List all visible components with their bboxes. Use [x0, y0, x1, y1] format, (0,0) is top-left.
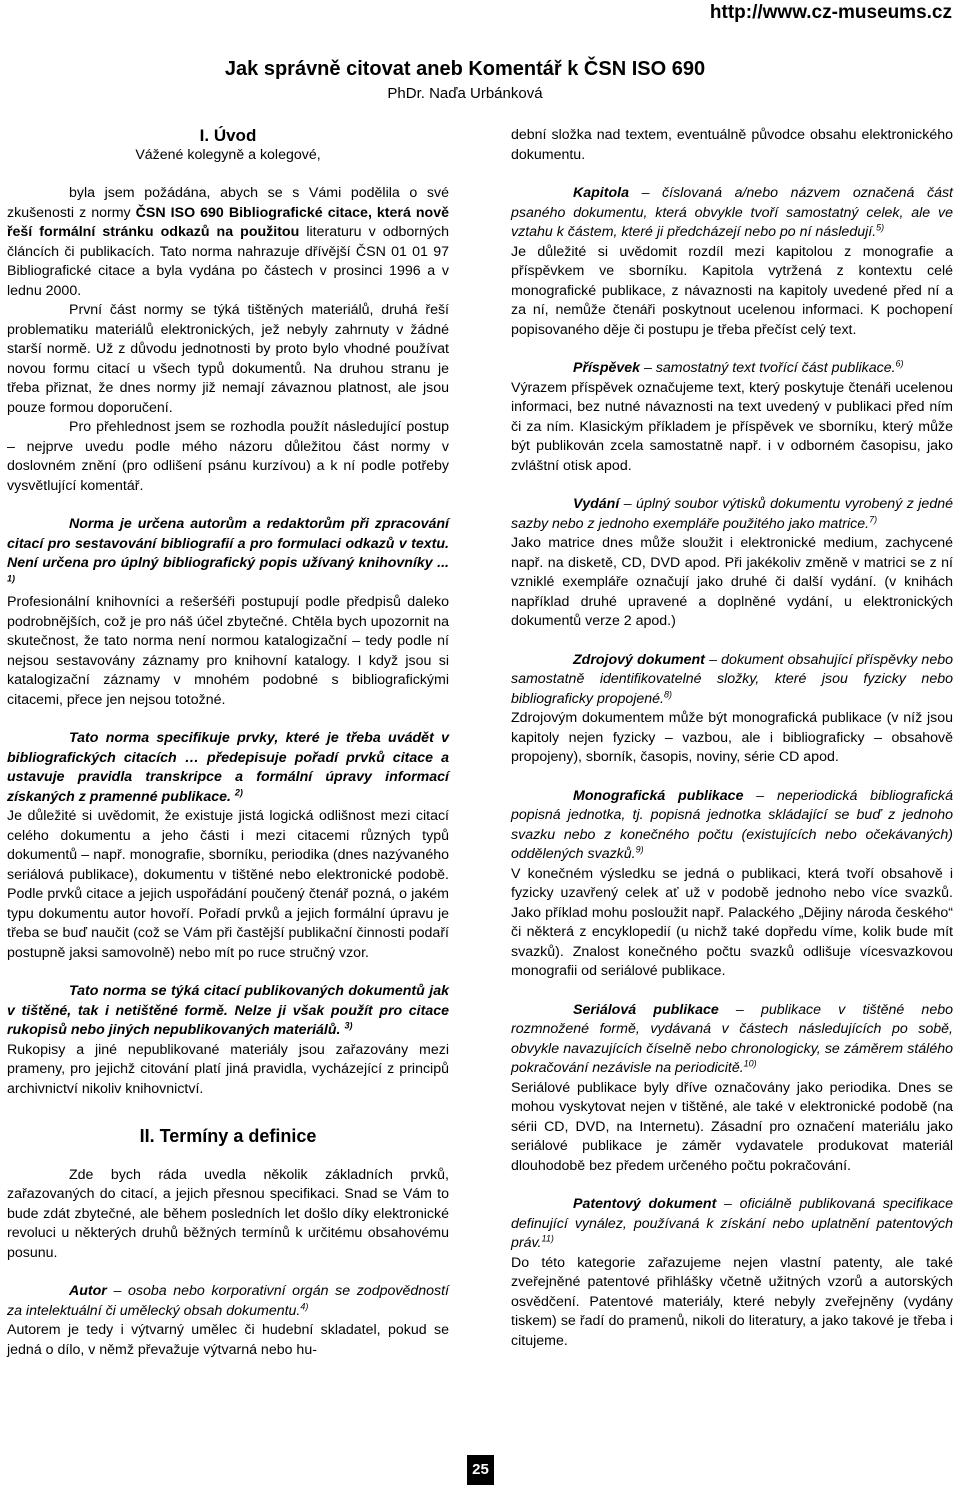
commentary: Výrazem příspěvek označujeme text, který poskytuje čtenáři ucelenou informaci, bez nutné návaznosti na text uvedený v publikaci před ním či za ním. Klasickým příkladem je příspěvek ve sborníku, který může být publikován zcela samostatně např. i v odborném časopisu, jako zvláštní otisk apod.: [511, 379, 953, 474]
paragraph: byla jsem požádána, abych se s Vámi podělila o své zkušenosti z normy ČSN ISO 690 Bibliografické citace, která nově řeší formální stránku odkazů na použitou literaturu v odborných článcích či publikacích. Tato norma nahrazuje dřívější ČSN 01 01 97 Bibliografické citace a byla vydána po částech v prosinci 1996 a v lednu 2000.: [7, 185, 449, 299]
commentary: Je důležité si uvědomit rozdíl mezi kapitolou z monografie a příspěvkem ve sborníku. Kapitola vytržená z kontextu celé monografické publikace, z návaznosti na kapitoly uvedené před ní a za ní, nemůže čtenáři poskytnout ucelenou informaci. K pochopení popisovaného děje či postupu je třeba přečíst celý text.: [511, 243, 953, 338]
article-author: PhDr. Naďa Urbánková: [387, 85, 543, 102]
right-column: [511, 126, 953, 1351]
paragraph: První část normy se týká tištěných materiálů, druhá řeší problematiku materiálů elektronických, jež nebyly zahrnuty v žádné starší normě. Už z důvodu jednotnosti by proto bylo vhodné používat novou formu citací u všech typů dokumentů. Na druhou stranu je třeba přiznat, že dnes normy již nemají závaznou platnost, ale jsou pouze formou doporučení.: [7, 302, 449, 416]
page-number: 25: [467, 1455, 494, 1485]
commentary: Zdrojovým dokumentem může být monografická publikace (v níž jsou kapitoly nejen fyzicky – vazbou, ale i bibliograficky – obsahově propojeny), sborník, časopis, noviny, série CD apod.: [511, 710, 953, 765]
definition: Patentový dokument – oficiálně publikovaná specifikace definující vynález, používaná k získání nebo uplatnění patentových práv.$^{11)}$: [511, 1196, 953, 1251]
definition: Příspěvek – samostatný text tvořící část publikace.$^{6)}$: [573, 358, 904, 376]
commentary: dební složka nad textem, eventuálně původce obsahu elektronického dokumentu.: [511, 127, 953, 163]
left-column: [7, 126, 449, 1360]
commentary: V konečném výsledku se jedná o publikaci, která tvoří obsahově i fyzicky uzavřený celek ať už v podobě jednoho nebo více svazků. Jako příklad mohu posloužit např. Palackého „Dějiny národa českého“ či některá z encyklopedií (u nichž také dopředu víme, kolik bude mít svazků). Znalost konečného počtu svazků odlišuje vícesvazkovou monografii od seriálové publikace.: [511, 865, 953, 979]
section-heading-terms: II. Termíny a definice: [139, 1126, 317, 1146]
site-url[interactable]: http://www.cz-museums.cz: [709, 2, 952, 23]
norm-quote: Tato norma specifikuje prvky, které je třeba uvádět v bibliografických citacích … předepisuje pořadí prvků citace a ustavuje pravidla transkripce a formální úpravy informací získaných z pramenné publikace. $^{2)}$: [7, 730, 449, 805]
commentary: Autorem je tedy i výtvarný umělec či hudební skladatel, pokud se jedná o dílo, v němž převažuje výtvarná nebo hu-: [7, 1322, 449, 1358]
greeting: Vážené kolegyně a kolegové,: [135, 146, 321, 163]
norm-quote: Tato norma se týká citací publikovaných dokumentů jak v tištěné, tak i netištěné formě. Nelze ji však použít pro citace rukopisů nebo jiných nepublikovaných materiálů. $^{3)}$: [7, 983, 449, 1038]
commentary: Jako matrice dnes může sloužit i elektronické medium, zachycené např. na disketě, CD, DVD apod. Při jakékoliv změně v matrici se z ní vzniklé exempláře označují jako druhé či další vydání. (v knihách například druhé upravené a doplněné vydání, u elektronických dokumentů verze 2 apod.): [511, 535, 953, 629]
commentary: Je důležité si uvědomit, že existuje jistá logická odlišnost mezi citací celého dokumentu a jeho části i mezi citacemi různých typů dokumentů – např. monografie, sborníku, periodika (dnes nazývaného seriálová publikace), dokumentu v tištěné nebo elektronické podobě. Podle prvků citace a jejich uspořádání poučený čtenář pozná, o jakém typu dokumentu autor hovoří. Pořadí prvků a jejich formální úpravu je třeba se buď naučit (což se Vám při častější publikační činnosti podaří postupně jaksi samovolně) nebo mít po ruce stručný vzor.: [7, 808, 449, 961]
paragraph: Zde bych ráda uvedla několik základních prvků, zařazovaných do citací, a jejich přesnou specifikaci. Snad se Vám to bude zdát zbytečné, ale během posledních let došlo díky elektronické revoluci u některých druhů běžných termínů k určitému obsahovému posunu.: [7, 1166, 449, 1261]
definition: Vydání – úplný soubor výtisků dokumentu vyrobený z jedné sazby nebo z jednoho exempláře použitého jako matrice.$^{7)}$: [511, 496, 953, 532]
definition: Autor – osoba nebo korporativní orgán se zodpovědností za intelektuální či umělecký obsah dokumentu.$^{4)}$: [7, 1283, 449, 1319]
article-title: Jak správně citovat aneb Komentář k ČSN ISO 690: [224, 58, 706, 80]
commentary: Rukopisy a jiné nepublikované materiály jsou zařazovány mezi prameny, pro jejichž citování platí jiná pravidla, vycházející z principů archivnictví nikoliv knihovnictví.: [7, 1041, 449, 1097]
definition: Seriálová publikace – publikace v tištěné nebo rozmnožené formě, vydávaná v částech následujících po sobě, obvykle navazujících číselně nebo chronologicky, se záměrem stálého pokračování nezávisle na periodicitě.$^{10)}$: [511, 1001, 953, 1076]
commentary: Do této kategorie zařazujeme nejen vlastní patenty, ale také zveřejněné patentové přihlášky včetně užitných vzorů a autorských osvědčení. Patentové materiály, které nebyly zveřejněny (vydány tiskem) se řadí do pramenů, nikoli do literatury, a jako takové je třeba i citujeme.: [511, 1254, 953, 1349]
definition: Kapitola – číslovaná a/nebo názvem označená část psaného dokumentu, která obvykle tvoří samostatný celek, ale ve vztahu k částem, které ji předcházejí nebo po ní následují.$^{5)}$: [511, 185, 953, 240]
commentary: Seriálové publikace byly dříve označovány jako periodika. Dnes se mohou vyskytovat nejen v tištěné, ale také v elektronické podobě (na sérii CD, DVD, na Internetu). Zásadní pro označení materiálu jako seriálové publikace je záměr vydavatele produkovat materiál dlouhodobě bez předem určeného počtu pokračování.: [511, 1079, 953, 1174]
norm-quote: Norma je určena autorům a redaktorům při zpracování citací pro sestavování bibliografií a pro formulaci odkazů v textu. Není určena pro úplný bibliografický popis užívaný knihovníky ... $^{1)}$: [7, 516, 449, 583]
commentary: Profesionální knihovníci a rešeršéři postupují podle předpisů daleko podrobnějších, což je pro náš účel zbytečné. Chtěla bych upozornit na skutečnost, že tato norma není normou katalogizační – tedy podle ní nejsou sestavovány záznamy pro knihovní katalogy. I když jsou si katalogizační záznamy v mnohém podobné s bibliografickými citacemi, přece jen nejsou totožné.: [7, 594, 449, 708]
definition: Monografická publikace – neperiodická bibliografická popisná jednotka, tj. popisná jednotka skládající se buď z jednoho svazku nebo z konečného počtu (existujících nebo očekávaných) oddělených svazků.$^{9)}$: [511, 787, 953, 862]
definition: Zdrojový dokument – dokument obsahující příspěvky nebo samostatně identifikovatelné složky, které jsou fyzicky nebo bibliograficky propojené.$^{8)}$: [511, 651, 953, 707]
paragraph: Pro přehlednost jsem se rozhodla použít následující postup – nejprve uvedu podle mého názoru důležitou část normy v doslovném znění (pro odlišení psánu kurzívou) a k ní podle potřeby vysvětlující komentář.: [7, 419, 449, 494]
section-heading-intro: I. Úvod: [199, 126, 257, 145]
